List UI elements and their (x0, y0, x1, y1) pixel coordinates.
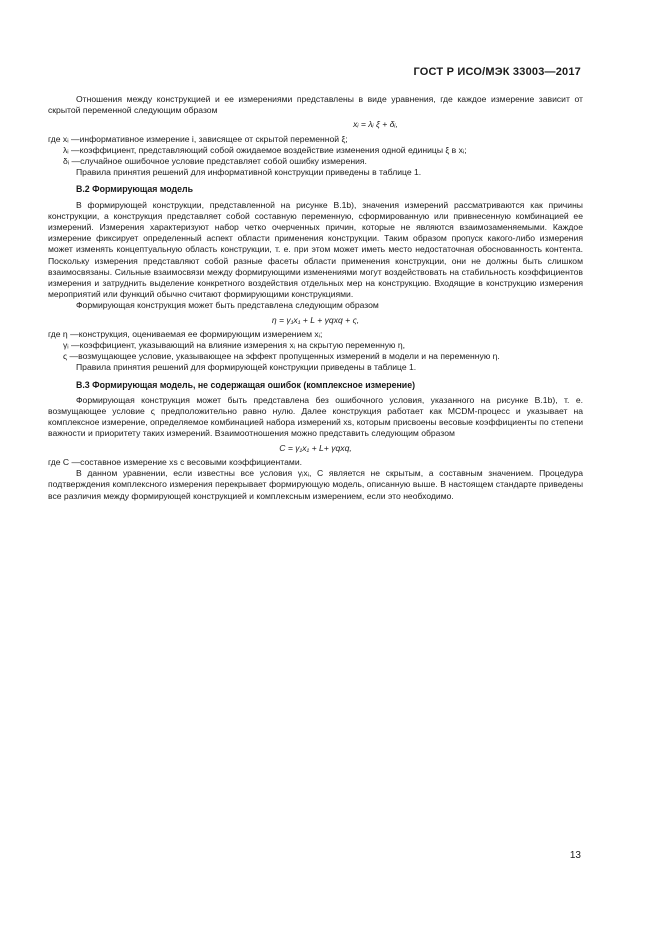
definition-text: коэффициент, указывающий на влияние измерения xᵢ на скрытую переменную η, (79, 340, 406, 351)
intro-paragraph: Отношения между конструкцией и ее измерениями представлены в виде уравнения, где каждое измерение зависит от скрытой переменной следующим образом (48, 94, 583, 116)
definition-symbol: δᵢ — (63, 156, 81, 167)
definition-symbol: γᵢ — (63, 340, 80, 351)
definition-text: случайное ошибочное условие представляет собой ошибку измерения. (80, 156, 367, 167)
definition-item (48, 134, 583, 145)
definition-symbol: где C — (48, 456, 81, 467)
definition-item (48, 145, 583, 156)
definition-item (48, 156, 583, 167)
definition-symbol: λᵢ — (63, 144, 80, 155)
rules-note-2: Правила принятия решений для формирующей конструкции приведены в таблице 1. (76, 362, 417, 373)
section-b3-paragraph-2: В данном уравнении, если известны все условия γᵢxᵢ, C является не скрытым, а составным значением. Процедура подтверждения комплексного измерения перекрывает формирующую модель, описанную выше. В настоящем стандарте приведены все различия между формирующей конструкцией и комплексным измерением, если это необходимо. (48, 468, 583, 501)
definition-symbol: где xᵢ — (48, 133, 80, 144)
definition-symbol: ς — (63, 351, 79, 362)
document-header: ГОСТ Р ИСО/МЭК 33003—2017 (413, 66, 581, 78)
definition-text: возмущающее условие, указывающее на эффект пропущенных измерений в модели и на переменную η. (78, 351, 500, 362)
definition-text: составное измерение xs с весовыми коэффициентами. (80, 456, 303, 467)
definition-item (48, 351, 583, 362)
rules-note-1: Правила принятия решений для информативной конструкции приведены в таблице 1. (76, 167, 422, 178)
definition-text: коэффициент, представляющий собой ожидаемое воздействие изменения одной единицы ξ в xᵢ; (79, 144, 467, 155)
definition-item (48, 340, 583, 351)
definition-text: конструкция, оцениваемая ее формирующим измерением xᵢ; (78, 328, 323, 339)
equation-2: η = γ₁x₁ + L + γqxq + ς, (271, 314, 360, 325)
section-heading-b3: В.3 Формирующая модель, не содержащая ошибок (комплексное измерение) (76, 379, 416, 390)
definition-text: информативное измерение i, зависящее от скрытой переменной ξ; (79, 133, 348, 144)
definition-item (48, 329, 583, 340)
equation-3: C = γ₁x₁ + L+ γqxq, (279, 442, 352, 453)
document-body (48, 94, 583, 502)
page-number: 13 (569, 850, 581, 861)
section-b2-paragraph-1: В формирующей конструкции, представленной на рисунке В.1b), значения измерений рассматриваются как причины конструкции, а конструкция представляет собой составную переменную, сформированную или привнесенную комбинацией ее измерений. Измерения характеризуют набор четко очерченных причин, которые не являются взаимозаменяемыми. Каждое измерение фиксирует определенный аспект области применения конструкции. Таким образом пропуск какого-либо измерения может изменять концептуальную область конструкции, т. е. при этом может иметь место недостаточная обоснованность контента. Поскольку измерения представляют собой разные фасеты области применения конструкции, они не должны быть слишком взаимосвязаны. Сильные взаимосвязи между формирующими изменениями могут воздействовать на стабильность коэффициентов измерения и затруднить выделение конкретного воздействия отдельных мер на конструкцию. Входящие в конструкцию измерения мероприятий или функций обычно считают формирующими конструкциями. (48, 199, 583, 300)
definition-item (48, 457, 583, 468)
definition-symbol: где η — (48, 328, 79, 339)
equation-1: xᵢ = λᵢ ξ + δᵢ, (353, 119, 398, 130)
section-heading-b2: В.2 Формирующая модель (76, 184, 193, 195)
section-b3-paragraph-1: Формирующая конструкция может быть представлена без ошибочного условия, указанного на рисунке В.1b), т. е. возмущающее условие ς предположительно равно нулю. Далее конструкция работает как MCDM-процесс и указывает на комплексное измерение, определяемое комбинацией набора измерений xs, которым присвоены весовые коэффициенты по степени важности и приоритету таких измерений. Взаимоотношения можно представить следующим образом (48, 394, 583, 439)
section-b2-paragraph-2: Формирующая конструкция может быть представлена следующим образом (76, 300, 379, 311)
